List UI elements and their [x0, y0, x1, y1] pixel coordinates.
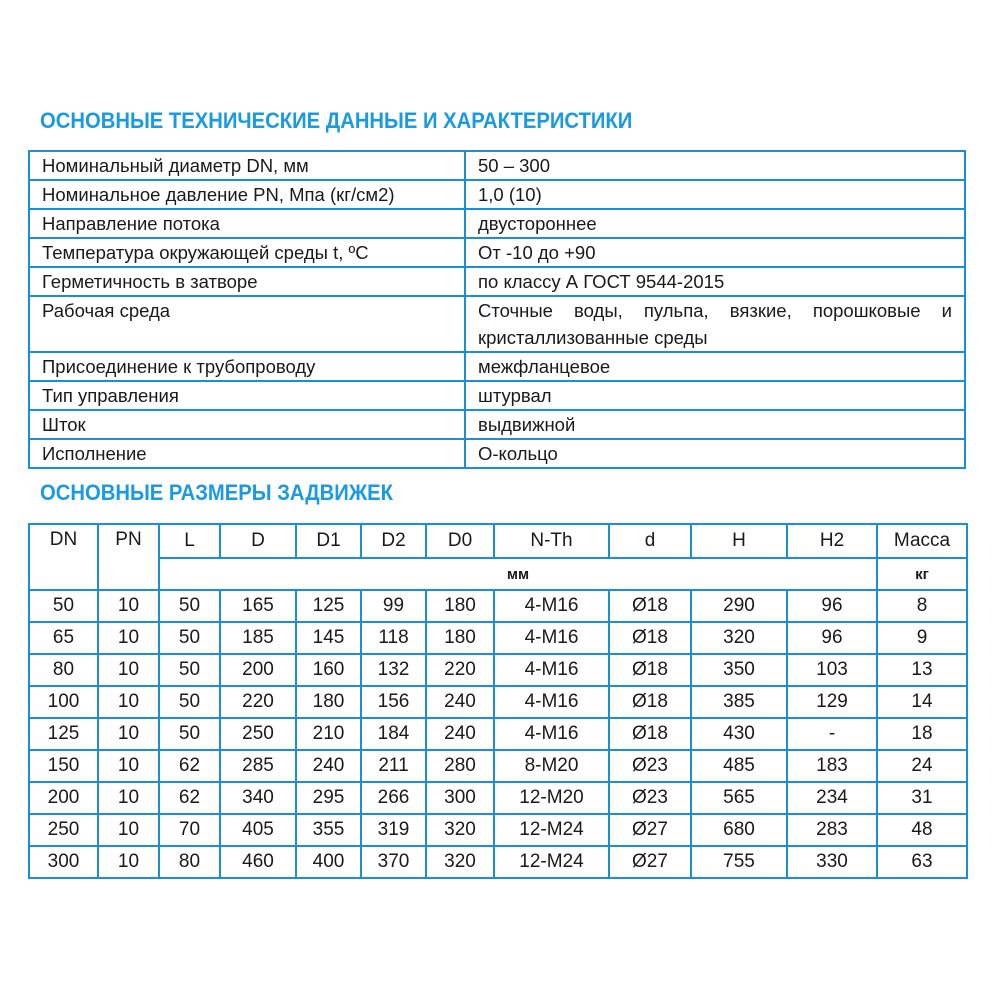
table-cell: Ø27 — [609, 846, 691, 878]
table-cell: 50 — [159, 686, 220, 718]
table-cell: 266 — [361, 782, 426, 814]
spec-label: Шток — [29, 410, 465, 439]
table-row — [29, 846, 967, 878]
table-cell: 50 — [159, 622, 220, 654]
table-cell: 405 — [220, 814, 296, 846]
table-cell: 31 — [877, 782, 967, 814]
spec-label: Исполнение — [29, 439, 465, 468]
table-cell: 283 — [787, 814, 877, 846]
spec-value: 50 – 300 — [465, 151, 965, 180]
table-cell: 184 — [361, 718, 426, 750]
spec-value: 1,0 (10) — [465, 180, 965, 209]
table-cell: 350 — [691, 654, 787, 686]
table-cell: 340 — [220, 782, 296, 814]
table-cell: 300 — [426, 782, 494, 814]
column-header: N-Th — [494, 524, 609, 558]
table-row — [29, 622, 967, 654]
spec-row — [29, 410, 965, 439]
table-cell: 156 — [361, 686, 426, 718]
table-cell: 370 — [361, 846, 426, 878]
table-cell: - — [787, 718, 877, 750]
table-cell: 9 — [877, 622, 967, 654]
table-cell: 4-M16 — [494, 654, 609, 686]
spec-value: выдвижной — [465, 410, 965, 439]
table-cell: Ø18 — [609, 622, 691, 654]
table-cell: 460 — [220, 846, 296, 878]
spec-label: Направление потока — [29, 209, 465, 238]
spec-value: О-кольцо — [465, 439, 965, 468]
table-cell: 755 — [691, 846, 787, 878]
table-cell: 96 — [787, 622, 877, 654]
table-cell: 50 — [159, 590, 220, 622]
column-header: D1 — [296, 524, 361, 558]
column-header: DN — [29, 524, 98, 590]
spec-label: Рабочая среда — [29, 296, 465, 352]
table-cell: 285 — [220, 750, 296, 782]
table-cell: 200 — [29, 782, 98, 814]
table-cell: 183 — [787, 750, 877, 782]
table-cell: 320 — [691, 622, 787, 654]
table-cell: 99 — [361, 590, 426, 622]
table-cell: 160 — [296, 654, 361, 686]
spec-label: Герметичность в затворе — [29, 267, 465, 296]
table-cell: 330 — [787, 846, 877, 878]
table-cell: 150 — [29, 750, 98, 782]
table-cell: 4-M16 — [494, 686, 609, 718]
table-cell: 319 — [361, 814, 426, 846]
table-cell: 80 — [159, 846, 220, 878]
section-title-specs: ОСНОВНЫЕ ТЕХНИЧЕСКИЕ ДАННЫЕ И ХАРАКТЕРИСТИКИ — [40, 108, 633, 133]
table-cell: 300 — [29, 846, 98, 878]
table-cell: 10 — [98, 782, 159, 814]
table-cell: 145 — [296, 622, 361, 654]
table-cell: Ø18 — [609, 590, 691, 622]
spec-value: От -10 до +90 — [465, 238, 965, 267]
table-cell: 680 — [691, 814, 787, 846]
table-cell: 129 — [787, 686, 877, 718]
table-cell: 10 — [98, 654, 159, 686]
spec-row — [29, 151, 965, 180]
table-cell: 18 — [877, 718, 967, 750]
column-header: d — [609, 524, 691, 558]
table-cell: 180 — [426, 590, 494, 622]
column-header: PN — [98, 524, 159, 590]
table-cell: 10 — [98, 750, 159, 782]
table-cell: 185 — [220, 622, 296, 654]
table-cell: 100 — [29, 686, 98, 718]
table-cell: 240 — [296, 750, 361, 782]
spec-label: Присоединение к трубопроводу — [29, 352, 465, 381]
table-cell: 355 — [296, 814, 361, 846]
table-cell: 132 — [361, 654, 426, 686]
table-cell: 8 — [877, 590, 967, 622]
spec-row — [29, 180, 965, 209]
table-cell: 165 — [220, 590, 296, 622]
table-cell: 12-M24 — [494, 814, 609, 846]
table-cell: 4-M16 — [494, 590, 609, 622]
table-cell: 80 — [29, 654, 98, 686]
table-row — [29, 654, 967, 686]
table-row — [29, 718, 967, 750]
spec-value: Сточные воды, пульпа, вязкие, порошковые и кристаллизованные среды — [465, 296, 965, 352]
spec-label: Номинальное давление PN, Мпа (кг/см2) — [29, 180, 465, 209]
table-cell: 220 — [426, 654, 494, 686]
table-cell: 10 — [98, 686, 159, 718]
table-cell: 12-M24 — [494, 846, 609, 878]
table-cell: 118 — [361, 622, 426, 654]
table-cell: 63 — [877, 846, 967, 878]
table-cell: 50 — [29, 590, 98, 622]
table-cell: Ø18 — [609, 686, 691, 718]
table-cell: 234 — [787, 782, 877, 814]
spec-label: Температура окружающей среды t, ºC — [29, 238, 465, 267]
table-cell: 290 — [691, 590, 787, 622]
spec-value: по классу А ГОСТ 9544-2015 — [465, 267, 965, 296]
spec-value: штурвал — [465, 381, 965, 410]
column-header: H2 — [787, 524, 877, 558]
spec-row — [29, 381, 965, 410]
table-cell: 10 — [98, 622, 159, 654]
table-cell: 240 — [426, 686, 494, 718]
table-cell: 12-M20 — [494, 782, 609, 814]
table-cell: Ø23 — [609, 750, 691, 782]
table-cell: 240 — [426, 718, 494, 750]
table-cell: 103 — [787, 654, 877, 686]
column-header: D — [220, 524, 296, 558]
table-cell: 320 — [426, 814, 494, 846]
table-cell: 70 — [159, 814, 220, 846]
table-cell: 125 — [296, 590, 361, 622]
dimensions-table — [28, 523, 968, 879]
table-cell: 96 — [787, 590, 877, 622]
table-cell: 125 — [29, 718, 98, 750]
specs-table — [28, 150, 966, 469]
table-cell: 10 — [98, 590, 159, 622]
table-cell: 14 — [877, 686, 967, 718]
spec-row — [29, 296, 965, 352]
table-cell: 62 — [159, 782, 220, 814]
table-cell: 4-M16 — [494, 622, 609, 654]
table-cell: 385 — [691, 686, 787, 718]
table-cell: Ø18 — [609, 718, 691, 750]
table-cell: 4-M16 — [494, 718, 609, 750]
section-title-dimensions: ОСНОВНЫЕ РАЗМЕРЫ ЗАДВИЖЕК — [40, 480, 393, 505]
column-header: L — [159, 524, 220, 558]
units-row — [29, 558, 967, 590]
spec-row — [29, 267, 965, 296]
table-cell: 200 — [220, 654, 296, 686]
spec-row — [29, 209, 965, 238]
spec-value: межфланцевое — [465, 352, 965, 381]
table-cell: 220 — [220, 686, 296, 718]
table-cell: 62 — [159, 750, 220, 782]
table-cell: 400 — [296, 846, 361, 878]
table-row — [29, 814, 967, 846]
table-cell: 320 — [426, 846, 494, 878]
table-cell: 250 — [220, 718, 296, 750]
table-cell: 24 — [877, 750, 967, 782]
table-cell: 565 — [691, 782, 787, 814]
table-cell: 295 — [296, 782, 361, 814]
spec-label: Тип управления — [29, 381, 465, 410]
table-row — [29, 590, 967, 622]
table-cell: Ø18 — [609, 654, 691, 686]
table-row — [29, 686, 967, 718]
table-cell: 65 — [29, 622, 98, 654]
column-header: H — [691, 524, 787, 558]
table-cell: 210 — [296, 718, 361, 750]
table-cell: Ø23 — [609, 782, 691, 814]
spec-row — [29, 439, 965, 468]
table-row — [29, 782, 967, 814]
table-cell: 485 — [691, 750, 787, 782]
table-cell: 211 — [361, 750, 426, 782]
table-cell: 8-M20 — [494, 750, 609, 782]
units-mm: мм — [159, 558, 877, 590]
table-cell: 430 — [691, 718, 787, 750]
table-cell: 50 — [159, 718, 220, 750]
column-header: Масса — [877, 524, 967, 558]
table-cell: 180 — [426, 622, 494, 654]
spec-label: Номинальный диаметр DN, мм — [29, 151, 465, 180]
table-cell: 10 — [98, 814, 159, 846]
table-cell: Ø27 — [609, 814, 691, 846]
spec-value: двустороннее — [465, 209, 965, 238]
column-header: D2 — [361, 524, 426, 558]
units-kg: кг — [877, 558, 967, 590]
table-cell: 10 — [98, 846, 159, 878]
column-header: D0 — [426, 524, 494, 558]
header-row — [29, 524, 967, 558]
table-cell: 13 — [877, 654, 967, 686]
table-cell: 180 — [296, 686, 361, 718]
table-cell: 250 — [29, 814, 98, 846]
table-cell: 50 — [159, 654, 220, 686]
table-cell: 10 — [98, 718, 159, 750]
table-cell: 280 — [426, 750, 494, 782]
table-cell: 48 — [877, 814, 967, 846]
spec-row — [29, 238, 965, 267]
table-row — [29, 750, 967, 782]
spec-row — [29, 352, 965, 381]
